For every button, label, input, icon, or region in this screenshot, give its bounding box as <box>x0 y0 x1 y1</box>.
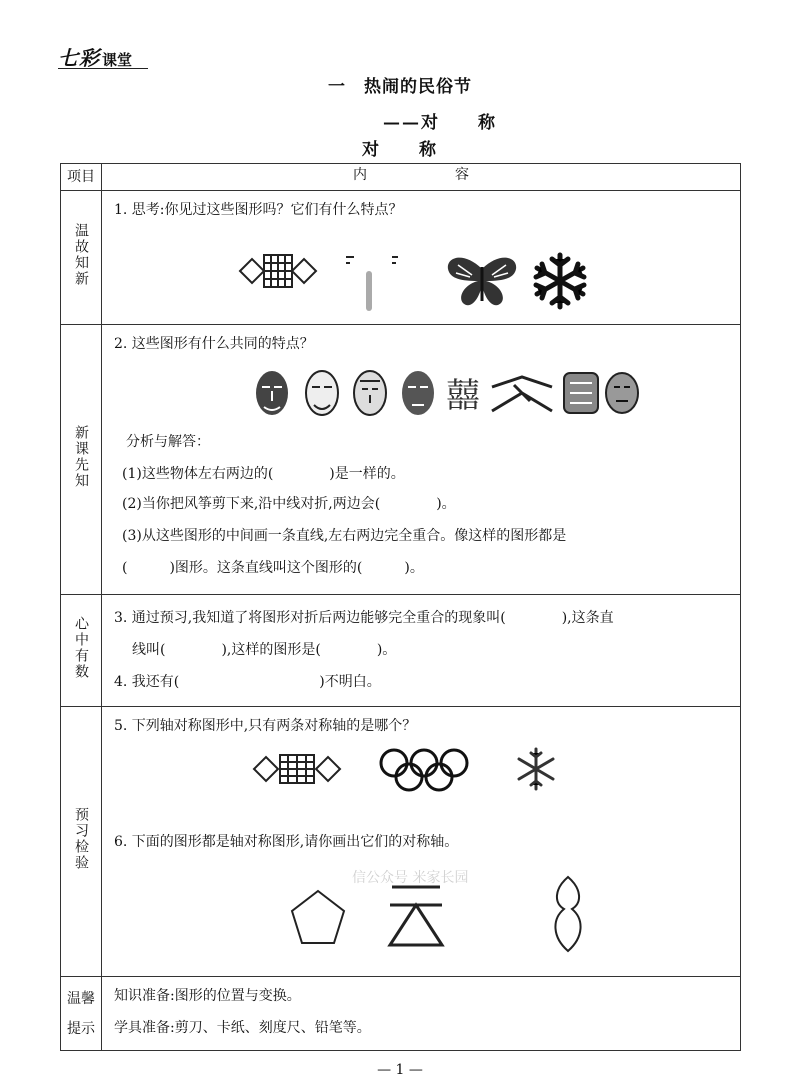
vase-figure <box>332 251 412 311</box>
mind-label: 心中有数 <box>73 615 89 680</box>
triangle-figure <box>386 879 446 949</box>
question-3b: 线叫( ),这样的图形是( )。 <box>132 642 397 658</box>
analysis-line-3: (3)从这些图形的中间画一条直线,左右两边完全重合。像这样的图形都是 <box>122 528 567 544</box>
brand-sub: 课堂 <box>102 51 133 69</box>
brand-main: 七彩 <box>58 46 100 70</box>
vase-outline-figure <box>548 875 588 955</box>
question-6: 6. 下面的图形都是轴对称图形,请你画出它们的对称轴。 <box>114 834 459 850</box>
pentagon-figure <box>288 887 348 947</box>
check-row <box>61 707 741 977</box>
tips-label-1: 温馨 <box>67 990 95 1007</box>
worksheet-table <box>60 163 741 1051</box>
analysis-line-1: (1)这些物体左右两边的( )是一样的。 <box>122 466 405 482</box>
knot-option-figure <box>252 749 342 789</box>
chinese-knot-figure <box>238 247 318 295</box>
opera-masks-figure <box>252 367 642 419</box>
question-2: 2. 这些图形有什么共同的特点？ <box>114 336 314 352</box>
tips-row <box>61 977 741 1051</box>
lesson-title: 对 称 <box>362 140 438 160</box>
brand-logo <box>58 42 132 71</box>
question-5: 5. 下列轴对称图形中,只有两条对称轴的是哪个？ <box>114 718 417 734</box>
new-lesson-row <box>61 325 741 595</box>
butterfly-figure <box>444 255 520 309</box>
analysis-line-2: (2)当你把风筝剪下来,沿中线对折,两边会( )。 <box>122 496 456 512</box>
table-header-row <box>61 164 741 191</box>
new-lesson-label: 新课先知 <box>73 424 89 489</box>
mind-row <box>61 595 741 707</box>
check-label: 预习检验 <box>73 806 89 871</box>
col-content-header: 内 容 <box>102 164 741 191</box>
subtitle: ——对 称 <box>383 113 497 133</box>
page-number: — 1 — <box>377 1062 423 1078</box>
tip-tools: 学具准备:剪刀、卡纸、刻度尺、铅笔等。 <box>114 1020 371 1036</box>
tips-content <box>102 977 740 1050</box>
review-label: 温故知新 <box>73 222 89 287</box>
unit-title: 一 热闹的民俗节 <box>328 77 472 97</box>
svg-text:囍: 囍 <box>446 376 480 416</box>
review-content <box>102 191 740 324</box>
watermark: 信公众号 米家长园 <box>352 870 469 886</box>
new-lesson-content <box>102 325 740 594</box>
analysis-heading: 分析与解答： <box>126 434 210 450</box>
col-item-header: 项目 <box>61 164 102 191</box>
mind-content <box>102 595 740 706</box>
check-content <box>102 707 740 976</box>
analysis-line-4: ( )图形。这条直线叫这个图形的( )。 <box>122 560 424 576</box>
snowflake-figure <box>530 251 590 311</box>
olympic-rings-figure <box>378 747 470 795</box>
question-4: 4. 我还有( )不明白。 <box>114 674 381 690</box>
review-row <box>61 191 741 325</box>
question-1: 1. 思考:你见过这些图形吗？它们有什么特点？ <box>114 202 403 218</box>
tip-knowledge: 知识准备:图形的位置与变换。 <box>114 988 301 1004</box>
question-3a: 3. 通过预习,我知道了将图形对折后两边能够完全重合的现象叫( ),这条直 <box>114 610 614 626</box>
snowflake-option-figure <box>514 747 558 791</box>
brand-underline <box>58 68 148 69</box>
tips-label-2: 提示 <box>67 1020 95 1037</box>
